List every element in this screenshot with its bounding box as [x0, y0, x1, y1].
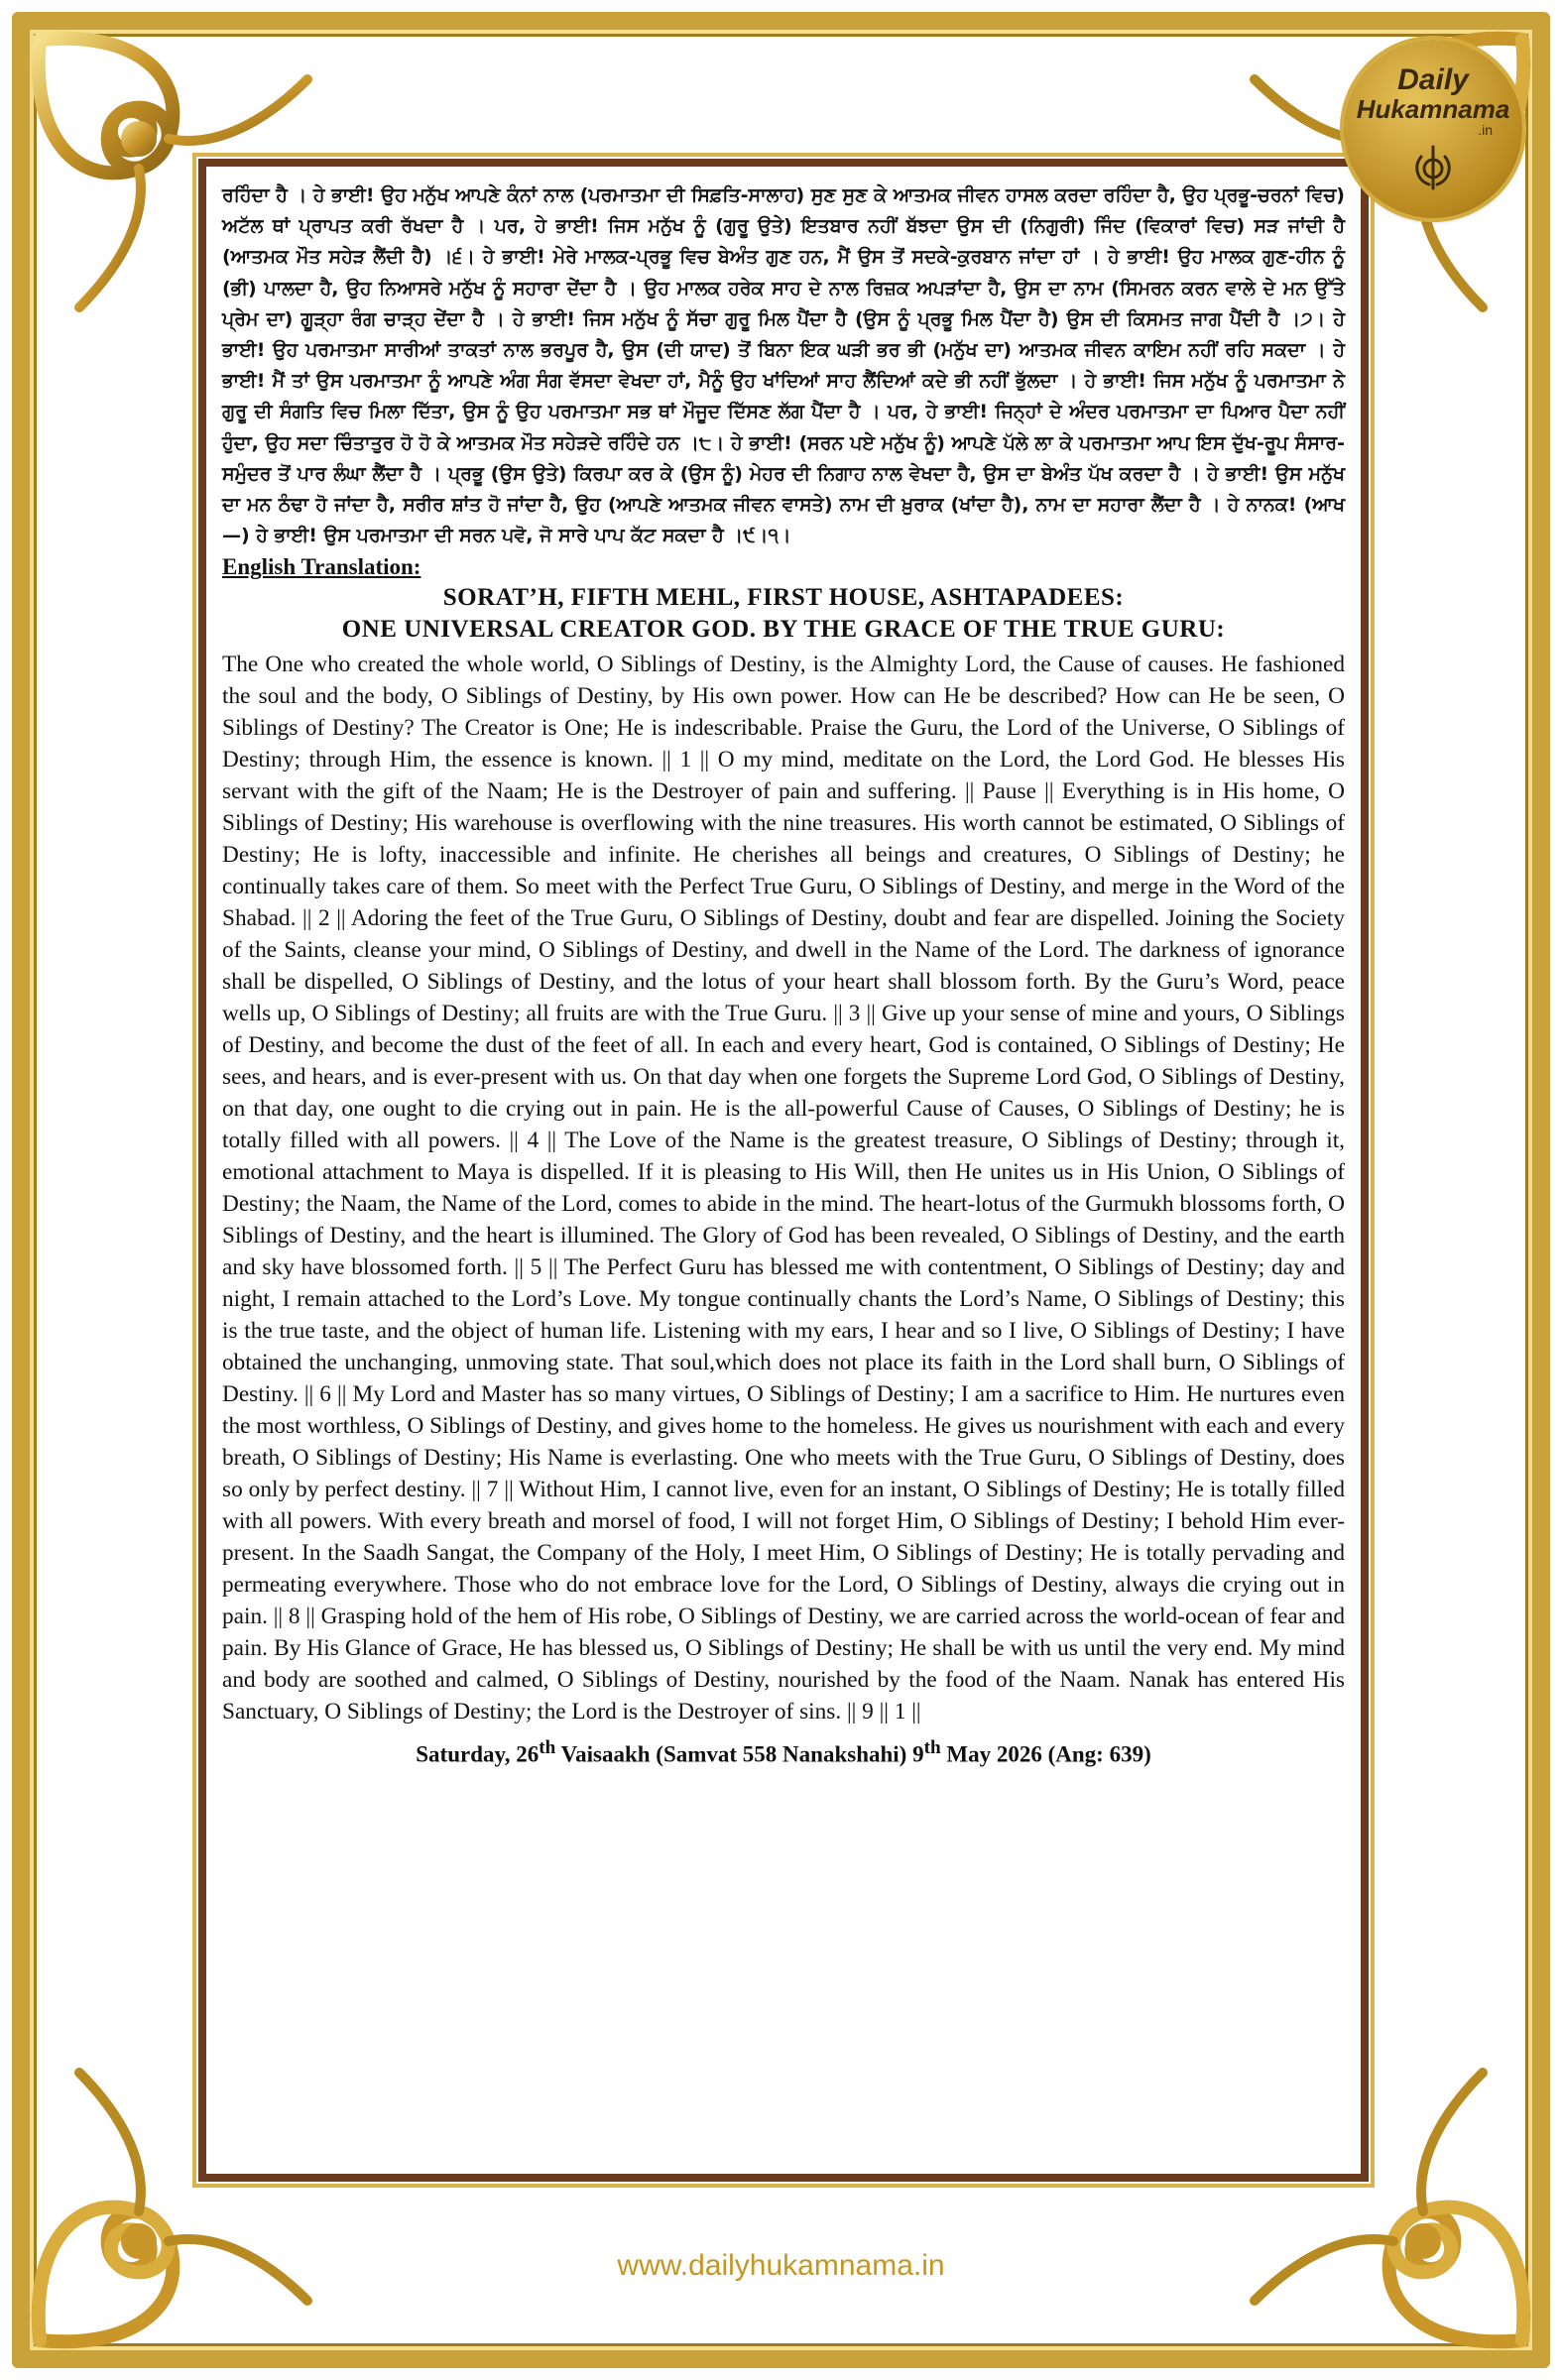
- date-month-samvat: Vaisaakh (Samvat 558 Nanakshahi) 9: [555, 1742, 924, 1768]
- date-line: [222, 1733, 1345, 1770]
- khanda-emblem-icon: [1403, 143, 1463, 192]
- hukamnama-content: [220, 180, 1347, 2160]
- english-translation-text: The One who created the whole world, O Siblings of Destiny, is the Almighty Lord, the Cause of causes. He fashioned the soul and the body, O Siblings of Destiny, by His own power. How can He be described? How can He be seen, O Siblings of Destiny? The Creator is One; He is indescribable. Praise the Guru, the Lord of the Universe, O Siblings of Destiny; through Him, the essence is known. || 1 || O my mind, meditate on the Lord, the Lord God. He blesses His servant with the gift of the Naam; He is the Destroyer of pain and suffering. || Pause || Everything is in His home, O Siblings of Destiny; His warehouse is overflowing with the nine treasures. His worth cannot be estimated, O Siblings of Destiny; He is lofty, inaccessible and infinite. He cherishes all beings and creatures, O Siblings of Destiny; he continually takes care of them. So meet with the Perfect True Guru, O Siblings of Destiny, and merge in the Word of the Shabad. || 2 || Adoring the feet of the True Guru, O Siblings of Destiny, doubt and fear are dispelled. Joining the Society of the Saints, cleanse your mind, O Siblings of Destiny, and dwell in the Name of the Lord. The darkness of ignorance shall be dispelled, O Siblings of Destiny, and the lotus of your heart shall blossom forth. By the Guru’s Word, peace wells up, O Siblings of Destiny; all fruits are with the True Guru. || 3 || Give up your sense of mine and yours, O Siblings of Destiny, and become the dust of the feet of all. In each and every heart, God is contained, O Siblings of Destiny; He sees, and hears, and is ever-present with us. On that day when one forgets the Supreme Lord God, O Siblings of Destiny, on that day, one ought to die crying out in pain. He is the all-powerful Cause of Causes, O Siblings of Destiny; he is totally filled with all powers. || 4 || The Love of the Name is the greatest treasure, O Siblings of Destiny; through it, emotional attachment to Maya is dispelled. If it is pleasing to His Will, then He unites us in His Union, O Siblings of Destiny; the Naam, the Name of the Lord, comes to abide in the mind. The heart-lotus of the Gurmukh blossoms forth, O Siblings of Destiny, and the heart is illumined. The Glory of God has been revealed, O Siblings of Destiny, and the earth and sky have blossomed forth. || 5 || The Perfect Guru has blessed me with contentment, O Siblings of Destiny; day and night, I remain attached to the Lord’s Love. My tongue continually chants the Lord’s Name, O Siblings of Destiny; this is the true taste, and the object of human life. Listening with my ears, I hear and so I live, O Siblings of Destiny; I have obtained the unchanging, unmoving state. That soul,which does not place its faith in the Lord shall burn, O Siblings of Destiny. || 6 || My Lord and Master has so many virtues, O Siblings of Destiny; I am a sacrifice to Him. He nurtures even the most worthless, O Siblings of Destiny, and gives home to the homeless. He gives us nourishment with each and every breath, O Siblings of Destiny; His Name is everlasting. One who meets with the True Guru, O Siblings of Destiny, does so only by perfect destiny. || 7 || Without Him, I cannot live, even for an instant, O Siblings of Destiny; He is totally filled with all powers. With every breath and morsel of food, I will not forget Him, O Siblings of Destiny; I behold Him ever-present. In the Saadh Sangat, the Company of the Holy, I meet Him, O Siblings of Destiny; He is totally pervading and permeating everywhere. Those who do not embrace love for the Lord, O Siblings of Destiny, always die crying out in pain. || 8 || Grasping hold of the hem of His robe, O Siblings of Destiny, we are carried across the world-ocean of fear and pain. By His Glance of Grace, He has blessed us, O Siblings of Destiny; He shall be with us until the very end. My mind and body are soothed and calmed, O Siblings of Destiny, nourished by the food of the Naam. Nanak has entered His Sanctuary, O Siblings of Destiny; the Lord is the Destroyer of sins. || 9 || 1 ||: [222, 652, 1345, 1726]
- punjabi-explanation-text: ਰਹਿੰਦਾ ਹੈ । ਹੇ ਭਾਈ! ਉਹ ਮਨੁੱਖ ਆਪਣੇ ਕੰਨਾਂ ਨਾਲ (ਪਰਮਾਤਮਾ ਦੀ ਸਿਫ਼ਤਿ-ਸਾਲਾਹ) ਸੁਣ ਸੁਣ ਕੇ ਆਤਮਕ ਜੀਵਨ ਹਾਸਲ ਕਰਦਾ ਰਹਿੰਦਾ ਹੈ, ਉਹ ਪ੍ਰਭੂ-ਚਰਨਾਂ ਵਿਚ) ਅਟੱਲ ਥਾਂ ਪ੍ਰਾਪਤ ਕਰੀ ਰੱਖਦਾ ਹੈ । ਪਰ, ਹੇ ਭਾਈ! ਜਿਸ ਮਨੁੱਖ ਨੂੰ (ਗੁਰੂ ਉਤੇ) ਇਤਬਾਰ ਨਹੀਂ ਬੱਝਦਾ ਉਸ ਦੀ (ਨਿਗੁਰੀ) ਜਿੰਦ (ਵਿਕਾਰਾਂ ਵਿਚ) ਸੜ ਜਾਂਦੀ ਹੈ (ਆਤਮਕ ਮੌਤ ਸਹੇੜ ਲੈਂਦੀ ਹੈ) ।੬। ਹੇ ਭਾਈ! ਮੇਰੇ ਮਾਲਕ-ਪ੍ਰਭੂ ਵਿਚ ਬੇਅੰਤ ਗੁਣ ਹਨ, ਮੈਂ ਉਸ ਤੋਂ ਸਦਕੇ-ਕੁਰਬਾਨ ਜਾਂਦਾ ਹਾਂ । ਹੇ ਭਾਈ! ਉਹ ਮਾਲਕ ਗੁਣ-ਹੀਨ ਨੂੰ (ਭੀ) ਪਾਲਦਾ ਹੈ, ਉਹ ਨਿਆਸਰੇ ਮਨੁੱਖ ਨੂੰ ਸਹਾਰਾ ਦੇਂਦਾ ਹੈ । ਉਹ ਮਾਲਕ ਹਰੇਕ ਸਾਹ ਦੇ ਨਾਲ ਰਿਜ਼ਕ ਅਪੜਾਂਦਾ ਹੈ, ਉਸ ਦਾ ਨਾਮ (ਸਿਮਰਨ ਕਰਨ ਵਾਲੇ ਦੇ ਮਨ ਉੱਤੇ ਪ੍ਰੇਮ ਦਾ) ਗੂੜ੍ਹਾ ਰੰਗ ਚਾੜ੍ਹ ਦੇਂਦਾ ਹੈ । ਹੇ ਭਾਈ! ਜਿਸ ਮਨੁੱਖ ਨੂੰ ਸੱਚਾ ਗੁਰੂ ਮਿਲ ਪੈਂਦਾ ਹੈ (ਉਸ ਨੂੰ ਪ੍ਰਭੂ ਮਿਲ ਪੈਂਦਾ ਹੈ) ਉਸ ਦੀ ਕਿਸਮਤ ਜਾਗ ਪੈਂਦੀ ਹੈ ।੭। ਹੇ ਭਾਈ! ਉਹ ਪਰਮਾਤਮਾ ਸਾਰੀਆਂ ਤਾਕਤਾਂ ਨਾਲ ਭਰਪੂਰ ਹੈ, ਉਸ (ਦੀ ਯਾਦ) ਤੋਂ ਬਿਨਾ ਇਕ ਘੜੀ ਭਰ ਭੀ (ਮਨੁੱਖ ਦਾ) ਆਤਮਕ ਜੀਵਨ ਕਾਇਮ ਨਹੀਂ ਰਹਿ ਸਕਦਾ । ਹੇ ਭਾਈ! ਮੈਂ ਤਾਂ ਉਸ ਪਰਮਾਤਮਾ ਨੂੰ ਆਪਣੇ ਅੰਗ ਸੰਗ ਵੱਸਦਾ ਵੇਖਦਾ ਹਾਂ, ਮੈਨੂੰ ਉਹ ਖਾਂਦਿਆਂ ਸਾਹ ਲੈਂਦਿਆਂ ਕਦੇ ਭੀ ਨਹੀਂ ਭੁੱਲਦਾ । ਹੇ ਭਾਈ! ਜਿਸ ਮਨੁੱਖ ਨੂੰ ਪਰਮਾਤਮਾ ਨੇ ਗੁਰੂ ਦੀ ਸੰਗਤਿ ਵਿਚ ਮਿਲਾ ਦਿੱਤਾ, ਉਸ ਨੂੰ ਉਹ ਪਰਮਾਤਮਾ ਸਭ ਥਾਂ ਮੌਜੂਦ ਦਿੱਸਣ ਲੱਗ ਪੈਂਦਾ ਹੈ । ਪਰ, ਹੇ ਭਾਈ! ਜਿਨ੍ਹਾਂ ਦੇ ਅੰਦਰ ਪਰਮਾਤਮਾ ਦਾ ਪਿਆਰ ਪੈਦਾ ਨਹੀਂ ਹੁੰਦਾ, ਉਹ ਸਦਾ ਚਿੰਤਾਤੁਰ ਹੋ ਹੋ ਕੇ ਆਤਮਕ ਮੌਤ ਸਹੇੜਦੇ ਰਹਿੰਦੇ ਹਨ ।੮। ਹੇ ਭਾਈ! (ਸਰਨ ਪਏ ਮਨੁੱਖ ਨੂੰ) ਆਪਣੇ ਪੱਲੇ ਲਾ ਕੇ ਪਰਮਾਤਮਾ ਆਪ ਇਸ ਦੁੱਖ-ਰੂਪ ਸੰਸਾਰ-ਸਮੁੰਦਰ ਤੋਂ ਪਾਰ ਲੰਘਾ ਲੈਂਦਾ ਹੈ । ਪ੍ਰਭੂ (ਉਸ ਉਤੇ) ਕਿਰਪਾ ਕਰ ਕੇ (ਉਸ ਨੂੰ) ਮੇਹਰ ਦੀ ਨਿਗਾਹ ਨਾਲ ਵੇਖਦਾ ਹੈ, ਉਸ ਦਾ ਬੇਅੰਤ ਪੱਖ ਕਰਦਾ ਹੈ । ਹੇ ਭਾਈ! ਉਸ ਮਨੁੱਖ ਦਾ ਮਨ ਠੰਢਾ ਹੋ ਜਾਂਦਾ ਹੈ, ਸਰੀਰ ਸ਼ਾਂਤ ਹੋ ਜਾਂਦਾ ਹੈ, ਉਹ (ਆਪਣੇ ਆਤਮਕ ਜੀਵਨ ਵਾਸਤੇ) ਨਾਮ ਦੀ ਖ਼ੁਰਾਕ (ਖਾਂਦਾ ਹੈ), ਨਾਮ ਦਾ ਸਹਾਰਾ ਲੈਂਦਾ ਹੈ । ਹੇ ਨਾਨਕ! (ਆਖ—) ਹੇ ਭਾਈ! ਉਸ ਪਰਮਾਤਮਾ ਦੀ ਸਰਨ ਪਵੋ, ਜੋ ਸਾਰੇ ਪਾਪ ਕੱਟ ਸਕਦਾ ਹੈ ।੯।੧।: [222, 184, 1345, 547]
- website-url-link[interactable]: www.dailyhukamnama.in: [617, 2249, 945, 2282]
- english-translation-label: English Translation:: [222, 554, 421, 580]
- date-month-suffix: th: [923, 1737, 941, 1759]
- date-day-suffix: th: [539, 1737, 556, 1759]
- logo-text-daily: Daily: [1397, 62, 1469, 96]
- shabad-title-line-1: SORAT’H, FIFTH MEHL, FIRST HOUSE, ASHTAPADEES:: [442, 584, 1125, 612]
- logo-text-domain: .in: [1478, 122, 1493, 139]
- logo-text-hukamnama: Hukamnama: [1356, 93, 1510, 124]
- shabad-title-line-2: ONE UNIVERSAL CREATOR GOD. BY THE GRACE OF THE TRUE GURU:: [341, 616, 1226, 644]
- daily-hukamnama-logo: [1344, 40, 1522, 218]
- date-year-ang: May 2026 (Ang: 639): [940, 1742, 1151, 1768]
- date-day: Saturday, 26: [416, 1742, 540, 1768]
